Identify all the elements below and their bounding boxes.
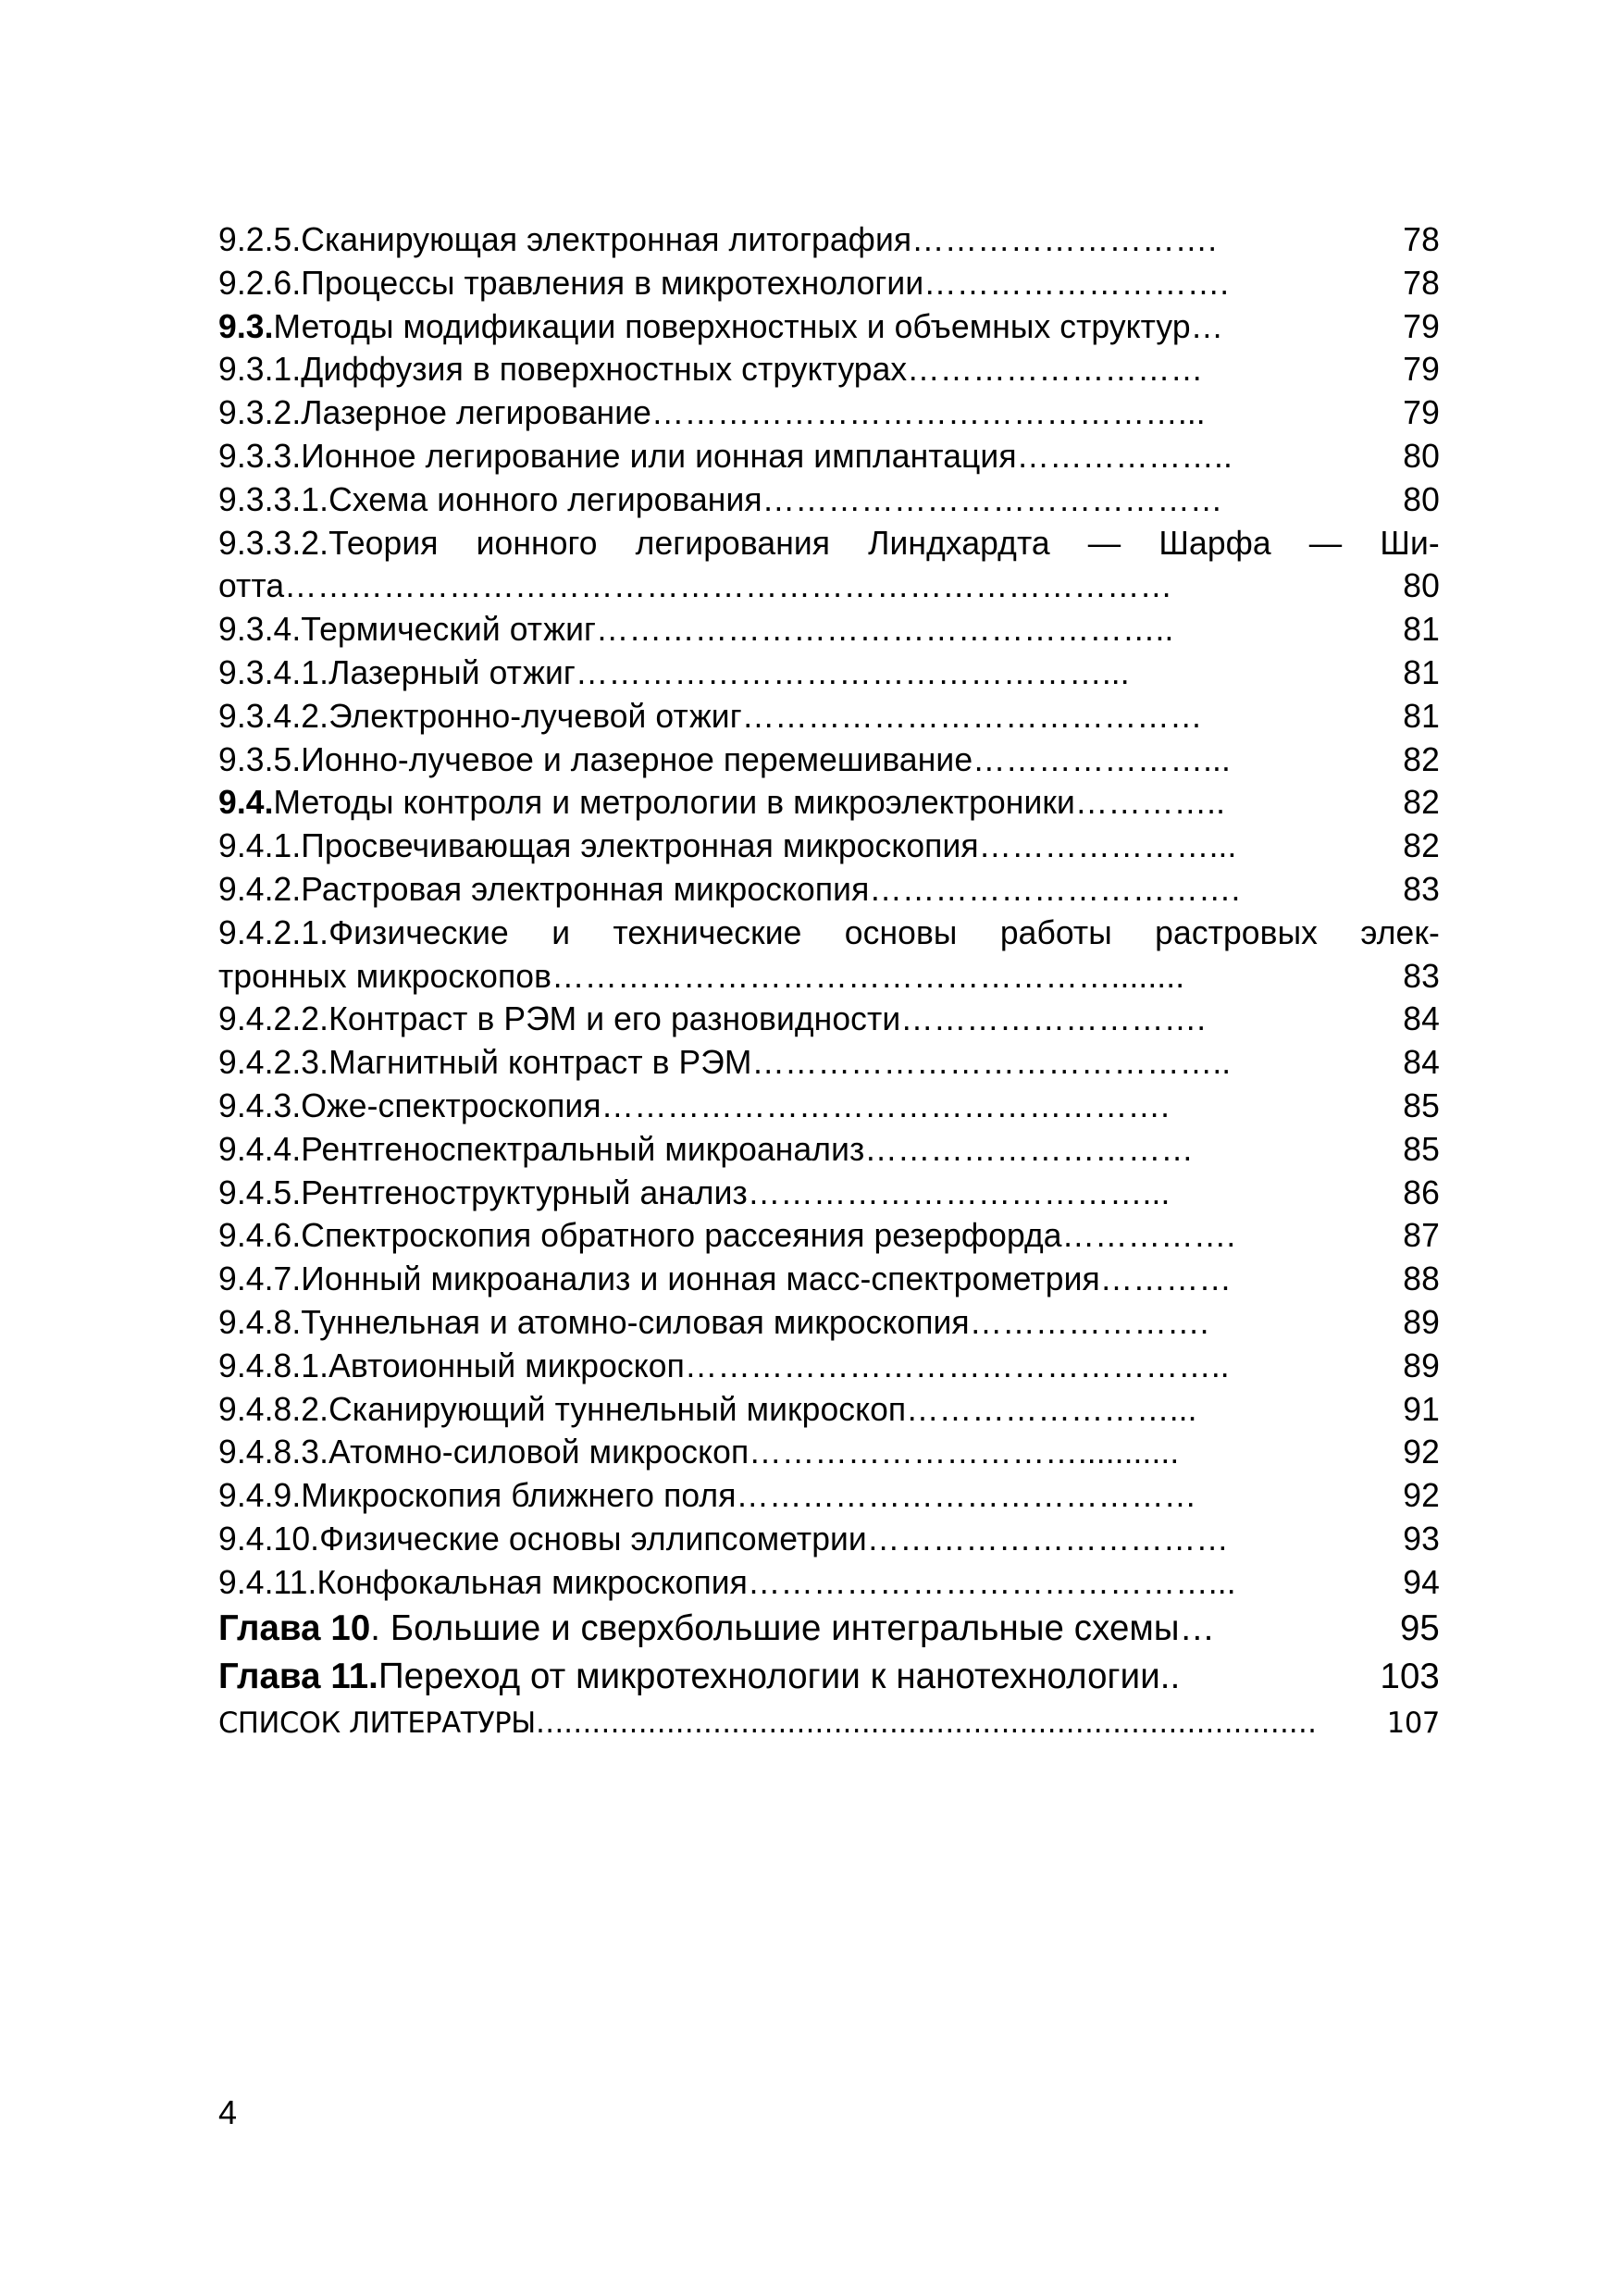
toc-entry-title: Электронно-лучевой отжиг	[328, 696, 742, 735]
toc-entry-page: 91	[1403, 1389, 1440, 1428]
toc-chapter-entry	[218, 1605, 1440, 1653]
toc-entry-title: Лазерное легирование	[301, 393, 651, 432]
toc-entry	[218, 738, 1440, 782]
toc-entry-number: 9.4.7.	[218, 1260, 302, 1298]
toc-entry-page: 80	[1403, 479, 1440, 518]
toc-entry-number: 9.2.5.	[218, 220, 302, 258]
toc-entry-title: Растровая электронная микроскопия	[301, 869, 870, 908]
toc-entry-title: Спектроскопия обратного рассеяния резерфорда	[301, 1216, 1062, 1255]
toc-entry-title: Схема ионного легирования	[328, 479, 762, 518]
toc-entry-leader: ………………….	[969, 1302, 1209, 1341]
toc-entry-page: 89	[1403, 1346, 1440, 1384]
toc-entry	[218, 1561, 1440, 1605]
toc-entry-title: тронных микроскопов	[218, 956, 552, 995]
toc-entry-title: Автоионный микроскоп	[328, 1346, 685, 1384]
toc-entry-number: 9.4.5.	[218, 1173, 302, 1211]
toc-entry-page: 80	[1403, 436, 1440, 475]
toc-entry-title: Микроскопия ближнего поля	[301, 1476, 737, 1515]
toc-entry-leader: …	[1190, 306, 1224, 345]
toc-entry-leader: …………………………...........	[749, 1433, 1180, 1471]
toc-entry-title: Физические и технические основы работы растровых элек-	[328, 912, 1440, 951]
toc-entry-number: 9.3.3.1.	[218, 479, 329, 518]
toc-entry-number: 9.3.3.	[218, 436, 302, 475]
toc-entry	[218, 652, 1440, 695]
toc-entry-page: 79	[1403, 306, 1440, 345]
toc-entry-title: Контраст в РЭМ и его разновидности	[328, 999, 901, 1038]
toc-entry-number: 9.4.4.	[218, 1129, 302, 1168]
toc-entry-number: 9.4.8.	[218, 1302, 302, 1341]
toc-entry-page: 79	[1403, 350, 1440, 389]
toc-chapter-leader: …	[1179, 1607, 1216, 1648]
toc-entry-leader: ……………………...	[906, 1389, 1197, 1428]
toc-entry-number: 9.4.2.2.	[218, 999, 329, 1038]
toc-entry-number: 9.4.1.	[218, 826, 302, 865]
toc-entry-leader: ……………………………………	[741, 696, 1203, 735]
toc-entry-page: 79	[1403, 393, 1440, 432]
toc-entry-leader: …………………………	[864, 1129, 1194, 1168]
toc-entry	[218, 825, 1440, 868]
toc-entry-number: 9.3.	[218, 306, 274, 345]
toc-entry-leader: …………………………………………….	[601, 1086, 1171, 1124]
toc-entry-page: 80	[1403, 566, 1440, 605]
toc-entry-title: Физические основы эллипсометрии	[319, 1519, 867, 1558]
toc-entry-title: Методы модификации поверхностных и объемных структур	[273, 306, 1191, 345]
toc-entry-number: 9.4.10.	[218, 1519, 320, 1558]
toc-entry-title: Просвечивающая электронная микроскопия	[301, 826, 979, 865]
toc-entry-number: 9.4.3.	[218, 1086, 302, 1124]
toc-entry-leader: ……………………………	[866, 1519, 1229, 1558]
toc-entry-title: Атомно-силовой микроскоп	[328, 1433, 750, 1471]
toc-entry	[218, 348, 1440, 391]
toc-entry	[218, 1474, 1440, 1518]
toc-entry-title: Лазерный отжиг	[328, 652, 576, 691]
toc-entry-number: 9.4.8.2.	[218, 1389, 329, 1428]
toc-entry-title: Ионный микроанализ и ионная масс-спектрометрия	[301, 1260, 1100, 1298]
toc-entry	[218, 868, 1440, 912]
toc-entry-title: Термический отжиг	[301, 610, 597, 649]
toc-entry	[218, 912, 1440, 955]
toc-entry-leader: ………………………………………………………………………	[284, 566, 1173, 605]
toc-entry-number: 9.3.2.	[218, 393, 302, 432]
toc-entry-number: 9.4.8.1.	[218, 1346, 329, 1384]
toc-entry-page: 87	[1403, 1216, 1440, 1255]
toc-chapter-label: Глава 10	[218, 1607, 371, 1648]
toc-entry	[218, 1128, 1440, 1172]
toc-entry-page: 89	[1403, 1302, 1440, 1341]
toc-entry-leader: …………………...	[973, 739, 1231, 778]
toc-entry-title: Ионное легирование или ионная имплантация	[301, 436, 1017, 475]
toc-bibliography-title: СПИСОК ЛИТЕРАТУРЫ	[218, 1706, 536, 1740]
toc-entry	[218, 998, 1440, 1041]
toc-entry-title: Процессы травления в микротехнологии	[301, 263, 924, 302]
toc-entry	[218, 262, 1440, 305]
toc-entry-page: 86	[1403, 1173, 1440, 1211]
toc-entry	[218, 478, 1440, 522]
toc-entry-title: Магнитный контраст в РЭМ	[328, 1043, 752, 1082]
toc-entry-number: 9.2.6.	[218, 263, 302, 302]
toc-entry-leader: ……………………………………	[762, 479, 1223, 518]
toc-entry	[218, 1041, 1440, 1085]
toc-entry-number: 9.3.3.2.	[218, 523, 329, 562]
toc-entry-title: Рентгеноструктурный анализ	[301, 1173, 748, 1211]
toc-entry-number: 9.4.2.1.	[218, 912, 329, 951]
toc-entry-page: 84	[1403, 1043, 1440, 1082]
toc-entry	[218, 695, 1440, 738]
toc-entry-number: 9.4.2.	[218, 869, 302, 908]
toc-entry-page: 88	[1403, 1260, 1440, 1298]
toc-entry	[218, 1388, 1440, 1432]
toc-entry	[218, 1214, 1440, 1258]
toc-entry	[218, 1258, 1440, 1301]
toc-entry-number: 9.4.	[218, 783, 274, 822]
toc-chapter-entry	[218, 1653, 1440, 1701]
toc-entry-leader: ………………………………...	[747, 1173, 1171, 1211]
toc-chapter-label: Глава 11.	[218, 1656, 378, 1696]
toc-chapter-page: 103	[1380, 1656, 1440, 1696]
toc-entry-leader: ……………………………………..	[751, 1043, 1232, 1082]
toc-entry	[218, 1518, 1440, 1561]
toc-entry-leader: ……………………………………	[736, 1476, 1197, 1515]
toc-bibliography-leader: …………………………………………………………………………	[535, 1706, 1317, 1740]
toc-entry	[218, 781, 1440, 825]
toc-entry-title: Сканирующая электронная литография	[301, 220, 912, 258]
toc-entry-number: 9.4.2.3.	[218, 1043, 329, 1082]
toc-entry-page: 81	[1403, 652, 1440, 691]
toc-entry-title: Сканирующий туннельный микроскоп	[328, 1389, 907, 1428]
toc-entry-page: 78	[1403, 263, 1440, 302]
toc-entry	[218, 1301, 1440, 1345]
toc-entry-number: 9.3.1.	[218, 350, 302, 389]
toc-entry	[218, 435, 1440, 478]
toc-chapter-title: . Большие и сверхбольшие интегральные схемы	[370, 1607, 1180, 1648]
toc-entry-page: 83	[1403, 956, 1440, 995]
toc-entry-number: 9.4.8.3.	[218, 1433, 329, 1471]
toc-entry-title: Оже-спектроскопия	[301, 1086, 601, 1124]
toc-entry-title: Туннельная и атомно-силовая микроскопия	[301, 1302, 970, 1341]
toc-entry-leader: ……………………….	[911, 220, 1218, 258]
toc-entry	[218, 218, 1440, 262]
toc-entry	[218, 1085, 1440, 1128]
toc-chapter-leader: ..	[1159, 1656, 1181, 1696]
toc-entry-leader: ……………………….	[923, 263, 1230, 302]
toc-chapter-page: 95	[1399, 1607, 1440, 1648]
toc-entry-page: 85	[1403, 1086, 1440, 1124]
table-of-contents	[218, 218, 1458, 1745]
toc-entry-leader: …………….	[1061, 1216, 1236, 1255]
toc-entry-title: Ионно-лучевое и лазерное перемешивание	[301, 739, 973, 778]
toc-entry	[218, 1172, 1440, 1215]
toc-entry-number: 9.4.9.	[218, 1476, 302, 1515]
toc-entry-page: 93	[1403, 1519, 1440, 1558]
toc-entry-leader: …………………………………………...	[575, 652, 1130, 691]
toc-entry-leader: ……………………………………………..	[596, 610, 1174, 649]
toc-entry-page: 78	[1403, 220, 1440, 258]
toc-entry-title: Диффузия в поверхностных структурах	[301, 350, 908, 389]
toc-entry-leader: …………	[1099, 1260, 1233, 1298]
toc-entry-number: 9.3.4.2.	[218, 696, 329, 735]
toc-entry-leader: …………………………………………...	[650, 393, 1206, 432]
toc-entry	[218, 955, 1440, 999]
toc-entry-number: 9.4.6.	[218, 1216, 302, 1255]
toc-entry-leader: …………………...	[978, 826, 1237, 865]
toc-entry-page: 83	[1403, 869, 1440, 908]
toc-entry-page: 82	[1403, 783, 1440, 822]
toc-bibliography-entry	[218, 1701, 1440, 1745]
toc-entry-page: 92	[1403, 1476, 1440, 1515]
toc-entry-title: Методы контроля и метрологии в микроэлектроники	[273, 783, 1075, 822]
toc-entry-leader: ………………………	[907, 350, 1204, 389]
toc-entry-number: 9.3.5.	[218, 739, 302, 778]
toc-entry-title: Теория ионного легирования Линдхардта — Шарфа — Ши-	[328, 523, 1440, 562]
toc-entry-leader: …………..	[1074, 783, 1226, 822]
toc-entry	[218, 1345, 1440, 1388]
toc-entry-page: 81	[1403, 696, 1440, 735]
toc-entry-page: 82	[1403, 739, 1440, 778]
toc-entry-page: 85	[1403, 1129, 1440, 1168]
toc-entry-page: 92	[1403, 1433, 1440, 1471]
toc-entry-title: Рентгеноспектральный микроанализ	[301, 1129, 865, 1168]
toc-entry-title: Конфокальная микроскопия	[316, 1562, 748, 1601]
toc-entry	[218, 522, 1440, 565]
toc-entry-leader: …………………………….	[869, 869, 1241, 908]
toc-entry-number: 9.3.4.	[218, 610, 302, 649]
toc-entry-leader: …………………………………………..	[684, 1346, 1230, 1384]
toc-entry	[218, 565, 1440, 608]
toc-entry	[218, 608, 1440, 652]
toc-entry	[218, 1431, 1440, 1474]
toc-entry-title: отта	[218, 566, 285, 605]
toc-entry-page: 84	[1403, 999, 1440, 1038]
toc-entry-page: 82	[1403, 826, 1440, 865]
toc-entry	[218, 391, 1440, 435]
toc-entry-page: 81	[1403, 610, 1440, 649]
toc-bibliography-page: 107	[1386, 1706, 1440, 1740]
toc-entry	[218, 305, 1440, 349]
toc-chapter-title: Переход от микротехнологии к нанотехнологии	[378, 1656, 1160, 1696]
page-number: 4	[218, 2093, 238, 2131]
toc-entry-leader: ………………..	[1016, 436, 1233, 475]
toc-entry-leader: ……………………………………...	[747, 1562, 1236, 1601]
toc-entry-leader: ……………………………………………........	[551, 956, 1185, 995]
toc-entry-leader: ……………………….	[900, 999, 1207, 1038]
toc-entry-page: 94	[1403, 1562, 1440, 1601]
toc-entry-number: 9.3.4.1.	[218, 652, 329, 691]
toc-entry-number: 9.4.11.	[218, 1562, 317, 1601]
